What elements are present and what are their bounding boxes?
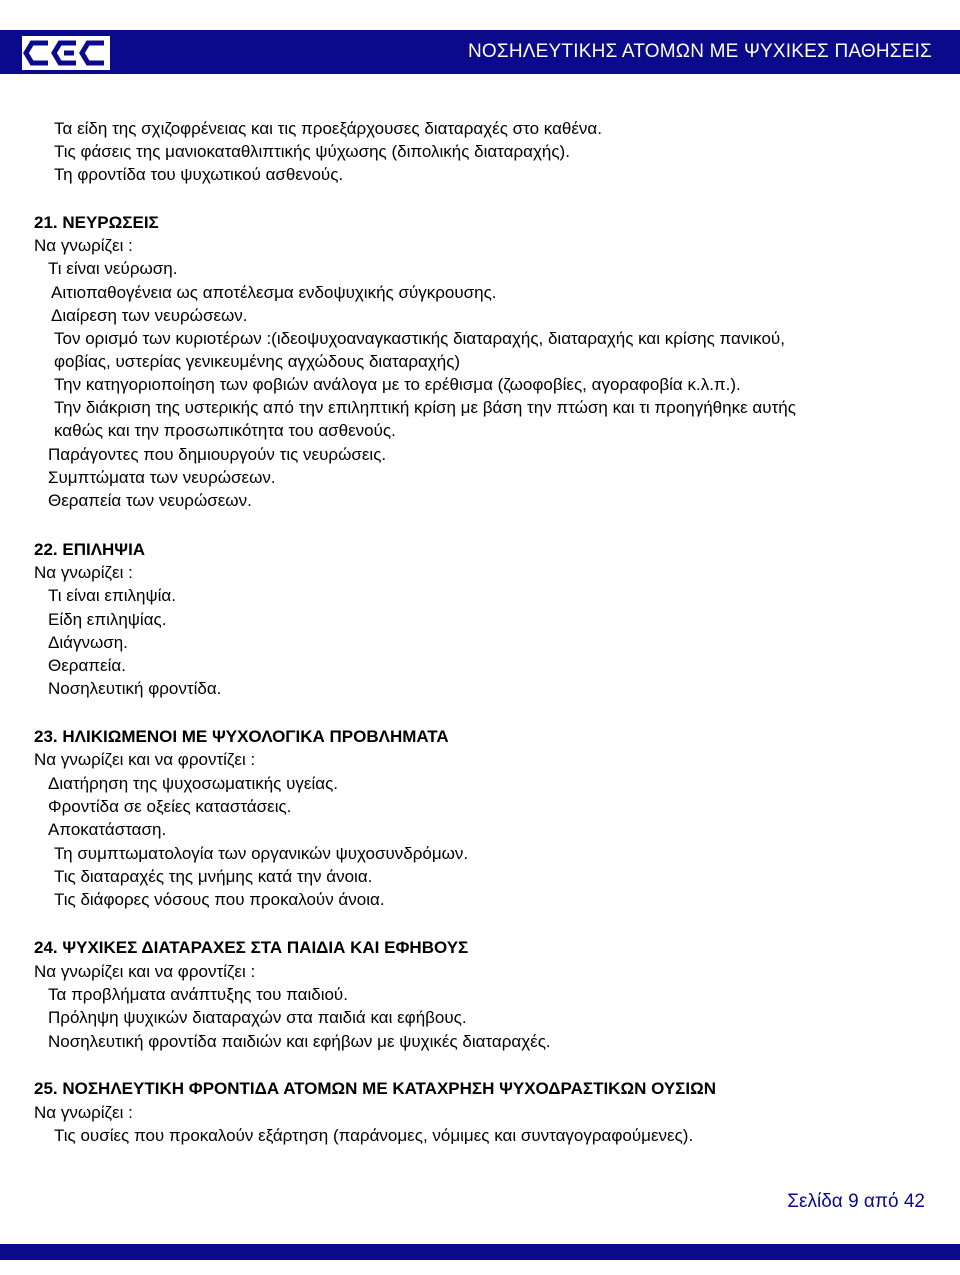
list-item: καθώς και την προσωπικότητα του ασθενούς. — [54, 421, 396, 440]
page-number: Σελίδα 9 από 42 — [787, 1191, 925, 1212]
list-item: Παράγοντες που δημιουργούν τις νευρώσεις. — [48, 445, 387, 464]
intro-line: Τις φάσεις της μανιοκαταθλιπτικής ψύχωσης (διπολικής διαταραχής). — [54, 142, 570, 161]
section-23-label: Να γνωρίζει και να φροντίζει : — [34, 750, 256, 769]
footer-bar — [0, 1244, 960, 1260]
intro-line: Τη φροντίδα του ψυχωτικού ασθενούς. — [54, 165, 344, 184]
list-item: Τη συμπτωματολογία των οργανικών ψυχοσυνδρόμων. — [54, 844, 469, 863]
list-item: Τον ορισμό των κυριοτέρων :(ιδεοψυχοαναγκαστικής διαταραχής, διαταραχής και κρίσης πανικού, — [54, 329, 785, 348]
list-item: Διατήρηση της ψυχοσωματικής υγείας. — [48, 774, 338, 793]
section-24-heading: 24. ΨΥΧΙΚΕΣ ΔΙΑΤΑΡΑΧΕΣ ΣΤΑ ΠΑΙΔΙΑ ΚΑΙ ΕΦΗΒΟΥΣ — [34, 938, 469, 957]
list-item: Νοσηλευτική φροντίδα παιδιών και εφήβων με ψυχικές διαταραχές. — [48, 1032, 551, 1051]
section-22-label: Να γνωρίζει : — [34, 563, 133, 582]
header-title: ΝΟΣΗΛΕΥΤΙΚΗΣ ΑΤΟΜΩΝ ΜΕ ΨΥΧΙΚΕΣ ΠΑΘΗΣΕΙΣ — [468, 41, 932, 62]
list-item: Θεραπεία. — [48, 656, 126, 675]
list-item: Τι είναι επιληψία. — [48, 586, 176, 605]
list-item: Πρόληψη ψυχικών διαταραχών στα παιδιά και εφήβους. — [48, 1008, 467, 1027]
section-22-heading: 22. ΕΠΙΛΗΨΙΑ — [34, 540, 146, 559]
list-item: Την κατηγοριοποίηση των φοβιών ανάλογα με το ερέθισμα (ζωοφοβίες, αγοραφοβία κ.λ.π.). — [54, 375, 741, 394]
list-item: Είδη επιληψίας. — [48, 610, 167, 629]
list-item: Φροντίδα σε οξείες καταστάσεις. — [48, 797, 292, 816]
list-item: Θεραπεία των νευρώσεων. — [48, 491, 252, 510]
list-item: Τις ουσίες που προκαλούν εξάρτηση (παράνομες, νόμιμες και συνταγογραφούμενες). — [54, 1126, 694, 1145]
section-23-heading: 23. ΗΛΙΚΙΩΜΕΝΟΙ ΜΕ ΨΥΧΟΛΟΓΙΚΑ ΠΡΟΒΛΗΜΑΤΑ — [34, 727, 449, 746]
section-25-heading: 25. ΝΟΣΗΛΕΥΤΙΚΗ ΦΡΟΝΤΙΔΑ ΑΤΟΜΩΝ ΜΕ ΚΑΤΑΧΡΗΣΗ ΨΥΧΟΔΡΑΣΤΙΚΩΝ ΟΥΣΙΩΝ — [34, 1079, 717, 1098]
section-21-label: Να γνωρίζει : — [34, 236, 133, 255]
list-item: φοβίας, υστερίας γενικευμένης αγχώδους διαταραχής) — [54, 352, 461, 371]
list-item: Διάγνωση. — [48, 633, 128, 652]
list-item: Τις διαταραχές της μνήμης κατά την άνοια. — [54, 867, 373, 886]
list-item: Διαίρεση των νευρώσεων. — [51, 306, 248, 325]
intro-line: Τα είδη της σχιζοφρένειας και τις προεξάρχουσες διαταραχές στο καθένα. — [54, 119, 602, 138]
list-item: Τι είναι νεύρωση. — [48, 259, 178, 278]
section-21-heading: 21. ΝΕΥΡΩΣΕΙΣ — [34, 213, 159, 232]
list-item: Αιτιοπαθογένεια ως αποτέλεσμα ενδοψυχικής σύγκρουσης. — [51, 283, 497, 302]
list-item: Την διάκριση της υστερικής από την επιληπτική κρίση με βάση την πτώση και τι προηγήθηκε αυτής — [54, 398, 796, 417]
list-item: Τα προβλήματα ανάπτυξης του παιδιού. — [48, 985, 348, 1004]
list-item: Συμπτώματα των νευρώσεων. — [48, 468, 276, 487]
list-item: Νοσηλευτική φροντίδα. — [48, 679, 222, 698]
section-24-label: Να γνωρίζει και να φροντίζει : — [34, 962, 256, 981]
section-25-label: Να γνωρίζει : — [34, 1103, 133, 1122]
list-item: Τις διάφορες νόσους που προκαλούν άνοια. — [54, 890, 385, 909]
list-item: Αποκατάσταση. — [48, 820, 167, 839]
